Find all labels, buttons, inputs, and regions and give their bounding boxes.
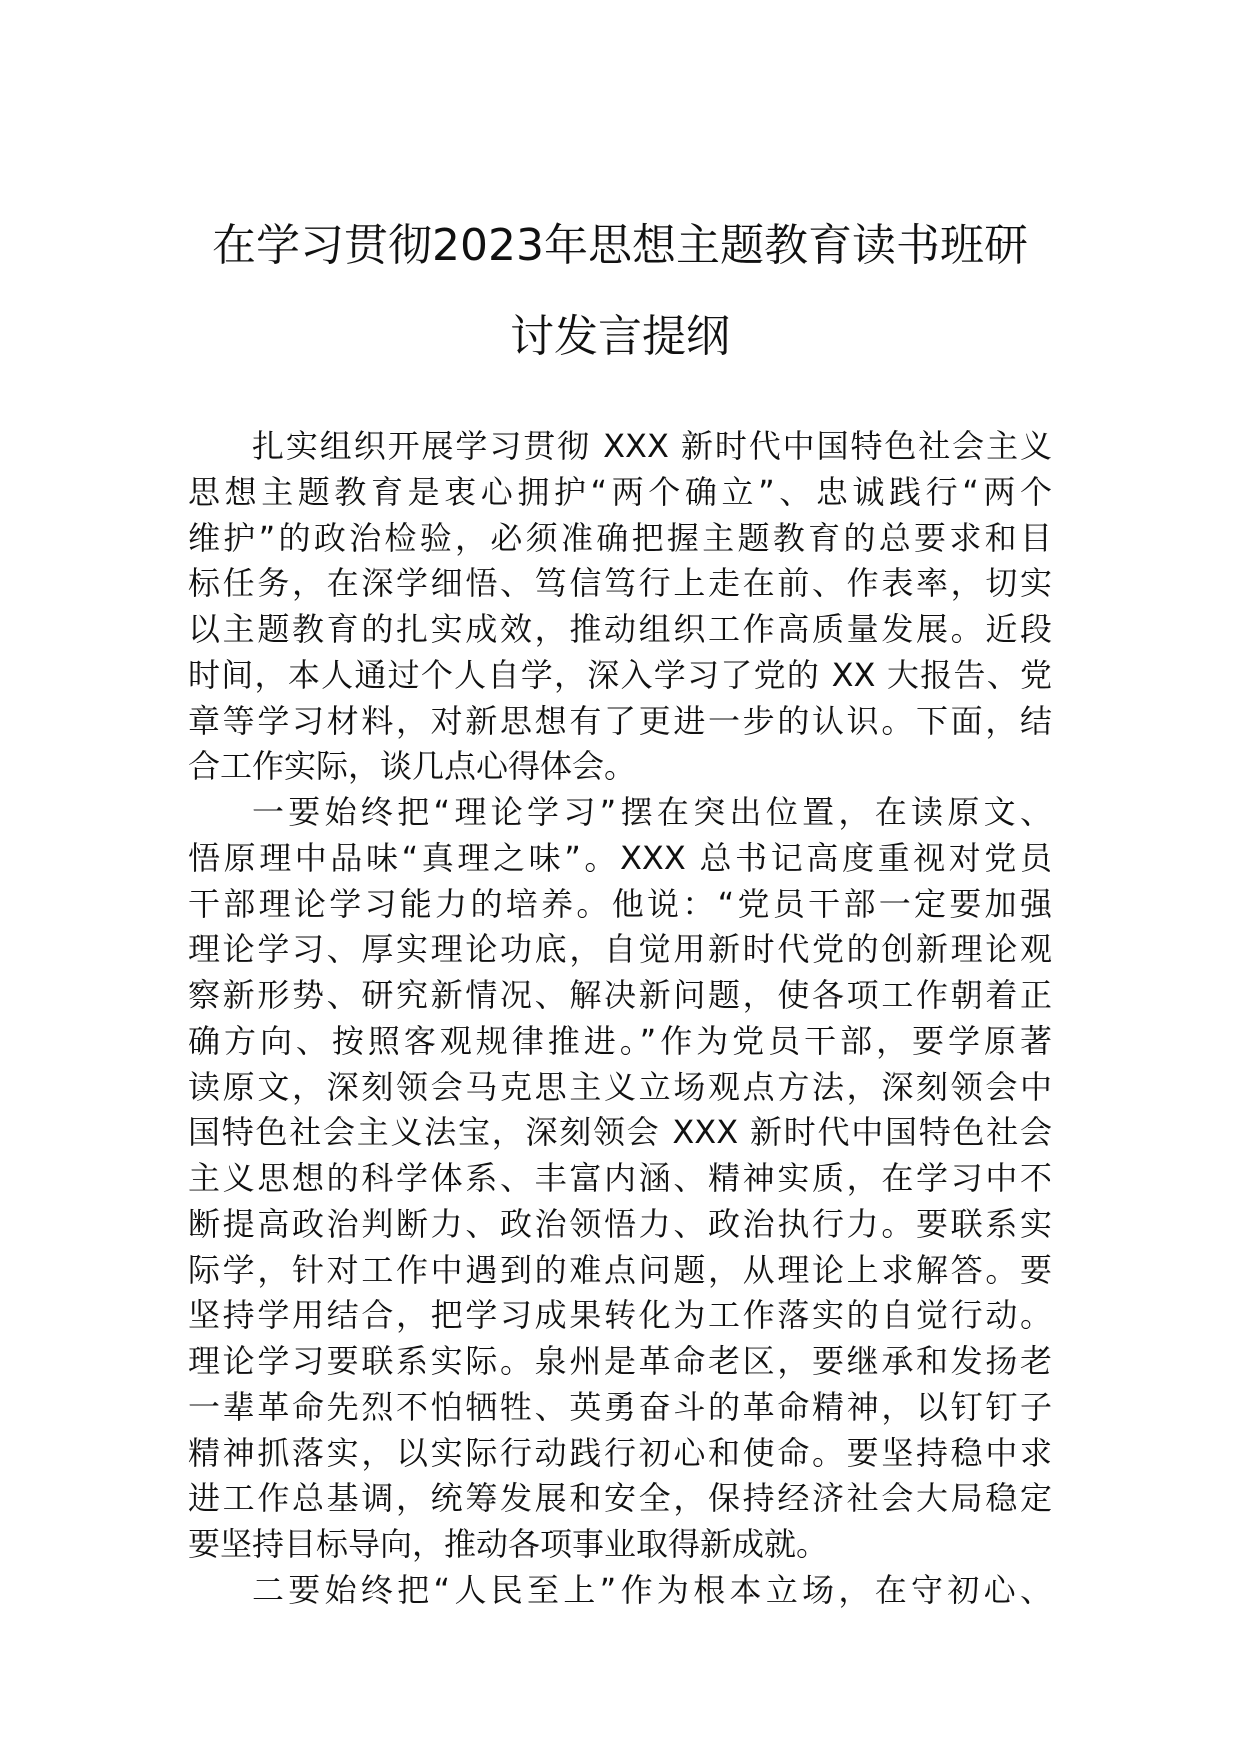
- body-text-line: 扎实组织开展学习贯彻 XXX 新时代中国特色社会主义: [252, 427, 1052, 465]
- body-text-line: 时间，本人通过个人自学，深入学习了党的 XX 大报告、党: [188, 655, 1052, 694]
- body-text-line: 一要始终把“理论学习”摆在突出位置，在读原文、: [252, 793, 1052, 831]
- body-text-line: 际学，针对工作中遇到的难点问题，从理论上求解答。要: [188, 1250, 1052, 1289]
- body-text-line: 思想主题教育是衷心拥护“两个确立”、忠诚践行“两个: [188, 472, 1052, 511]
- body-text-line: 合工作实际，谈几点心得体会。: [188, 747, 637, 786]
- document-title-line-2: 讨发言提纲: [510, 311, 730, 362]
- body-text-line: 二要始终把“人民至上”作为根本立场，在守初心、: [252, 1570, 1052, 1609]
- body-text-line: 要坚持目标导向，推动各项事业取得新成就。: [188, 1525, 829, 1563]
- body-text-line: 理论学习要联系实际。泉州是革命老区，要继承和发扬老: [188, 1342, 1052, 1380]
- body-text-line: 坚持学用结合，把学习成果转化为工作落实的自觉行动。: [188, 1296, 1052, 1335]
- body-text-line: 维护”的政治检验，必须准确把握主题教育的总要求和目: [188, 518, 1052, 557]
- body-text-line: 读原文，深刻领会马克思主义立场观点方法，深刻领会中: [188, 1067, 1052, 1106]
- body-text-line: 主义思想的科学体系、丰富内涵、精神实质，在学习中不: [188, 1159, 1052, 1197]
- body-text-line: 察新形势、研究新情况、解决新问题，使各项工作朝着正: [188, 976, 1052, 1014]
- body-text-line: 精神抓落实，以实际行动践行初心和使命。要坚持稳中求: [188, 1433, 1052, 1472]
- body-text-line: 以主题教育的扎实成效，推动组织工作高质量发展。近段: [188, 610, 1052, 648]
- body-text-line: 一辈革命先烈不怕牺牲、英勇奋斗的革命精神，以钉钉子: [188, 1387, 1052, 1426]
- body-text-line: 标任务，在深学细悟、笃信笃行上走在前、作表率，切实: [188, 564, 1052, 603]
- body-text-line: 干部理论学习能力的培养。他说：“党员干部一定要加强: [188, 884, 1052, 923]
- document-title-line-1: 在学习贯彻2023年思想主题教育读书班研: [212, 220, 1028, 271]
- body-text-line: 理论学习、厚实理论功底，自觉用新时代党的创新理论观: [188, 930, 1052, 969]
- body-text-line: 断提高政治判断力、政治领悟力、政治执行力。要联系实: [188, 1204, 1052, 1243]
- body-text-line: 确方向、按照客观规律推进。”作为党员干部，要学原著: [188, 1021, 1052, 1060]
- body-text-line: 进工作总基调，统筹发展和安全，保持经济社会大局稳定: [188, 1479, 1052, 1518]
- body-text-line: 悟原理中品味“真理之味”。XXX 总书记高度重视对党员: [188, 838, 1052, 877]
- body-text-line: 章等学习材料，对新思想有了更进一步的认识。下面，结: [188, 701, 1052, 740]
- body-text-line: 国特色社会主义法宝，深刻领会 XXX 新时代中国特色社会: [188, 1113, 1052, 1152]
- document-body: [188, 424, 1052, 1614]
